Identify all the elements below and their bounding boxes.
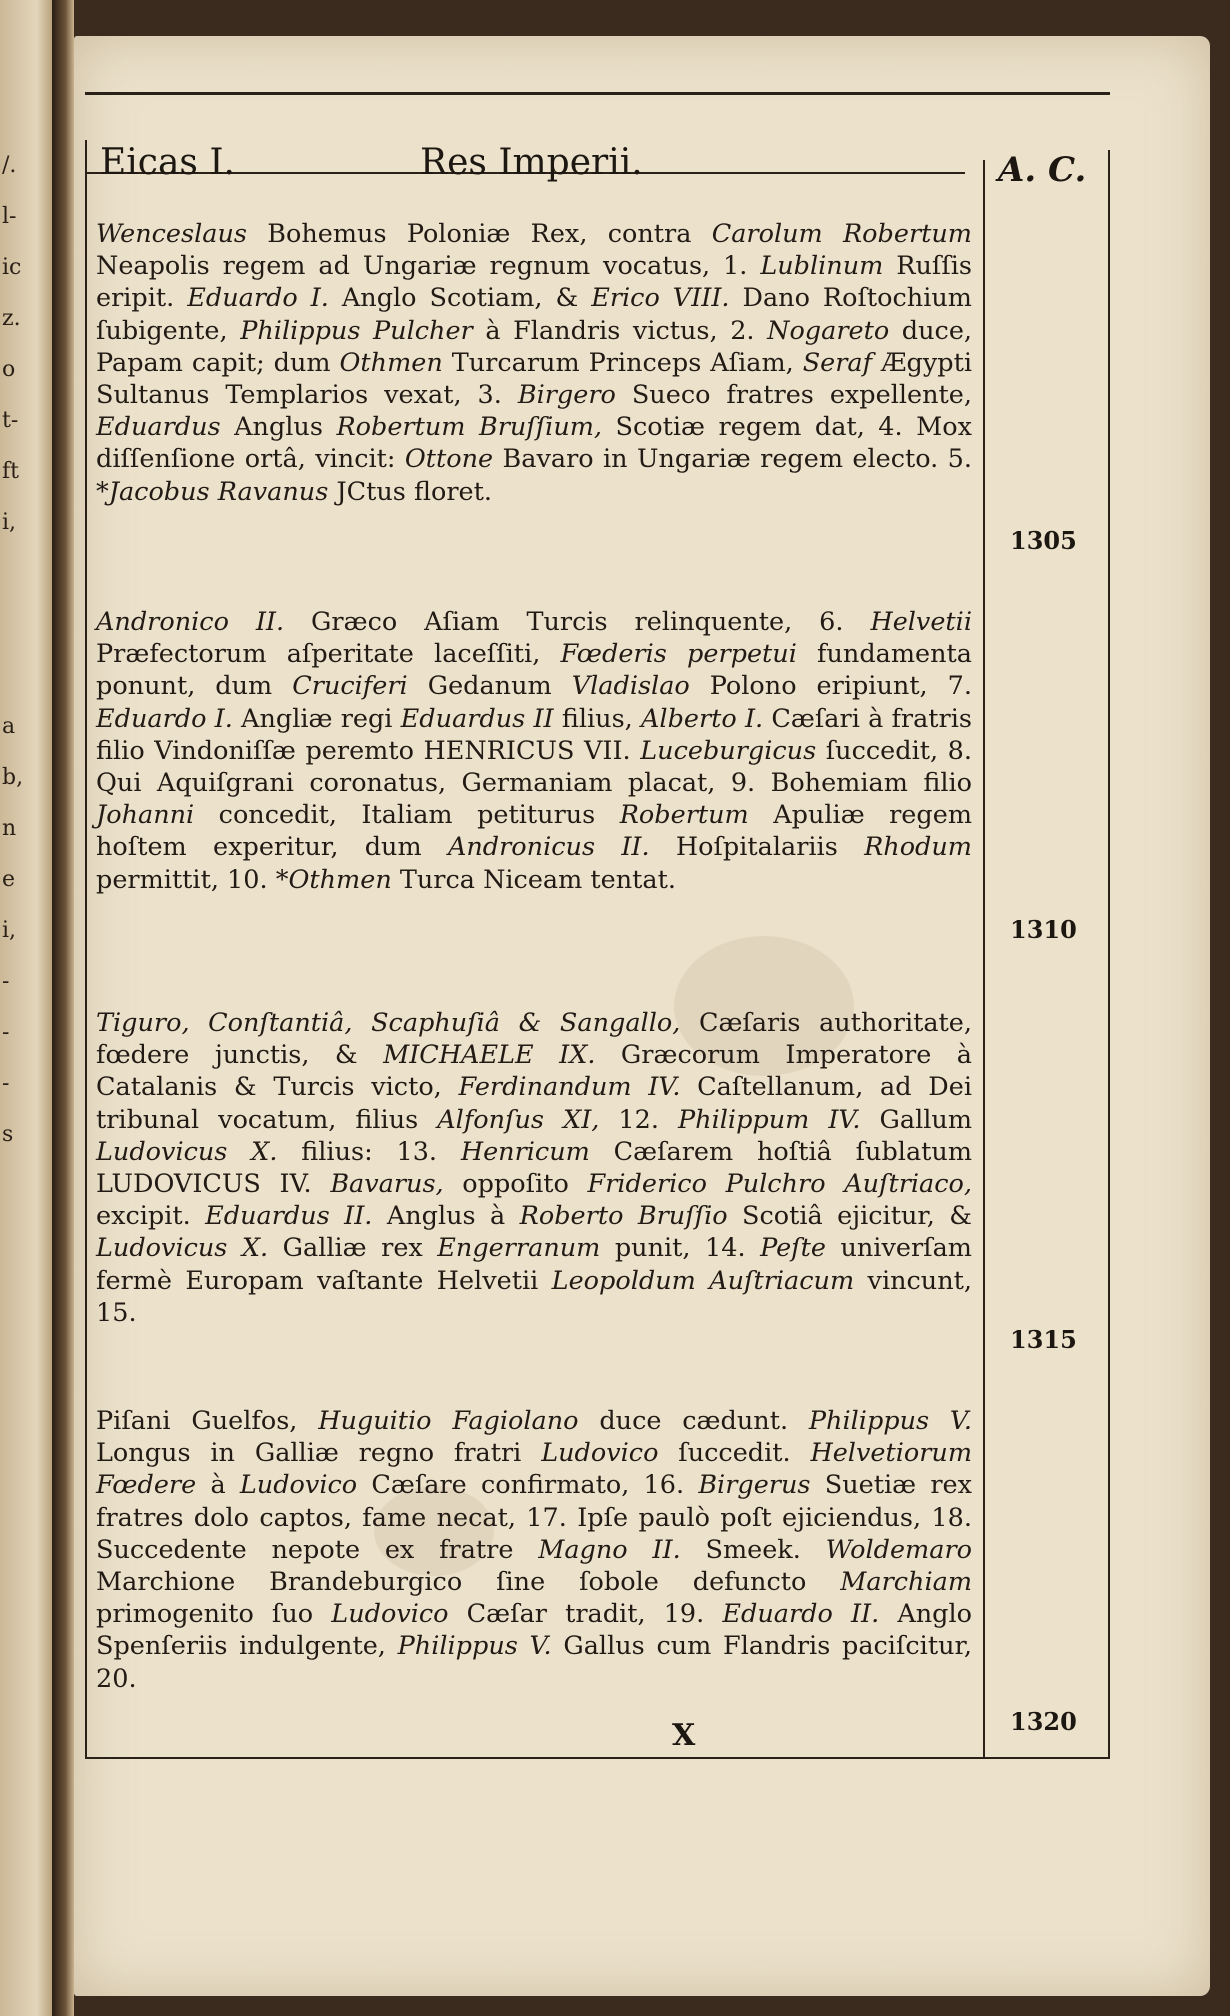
margin-fragment: /. bbox=[2, 153, 17, 178]
text-run: duce, Papam capit; dum bbox=[96, 315, 973, 378]
margin-fragment: n bbox=[2, 816, 17, 841]
text-run: Cæſaris authoritate, fœdere junctis, & bbox=[96, 1008, 972, 1071]
margin-fragment: s bbox=[2, 1122, 14, 1147]
italic-run: Magno II. bbox=[538, 1534, 681, 1565]
margin-fragment: - bbox=[2, 1071, 10, 1096]
text-run: Ægypti Sultanus Templarios vexat, 3. bbox=[96, 347, 973, 411]
italic-run: Andronico II. bbox=[96, 607, 285, 637]
italic-run: Ludovico bbox=[541, 1438, 659, 1469]
italic-run: Robertum bbox=[619, 800, 749, 831]
top-rule bbox=[85, 92, 1110, 95]
italic-run: Philippum IV. bbox=[678, 1104, 861, 1135]
text-run: Bavaro in Ungariæ regem electo. 5. bbox=[493, 444, 972, 475]
left-page-edge bbox=[0, 0, 52, 2016]
text-run: primogenito ſuo bbox=[96, 1599, 332, 1630]
italic-run: Ludovico bbox=[331, 1599, 449, 1630]
text-run: Scotiæ regem dat, 4. Mox diſſenſione ortâ, vincit: bbox=[96, 412, 972, 475]
italic-run: Helvetiorum Fœdere bbox=[96, 1438, 972, 1501]
italic-run: Fœderis perpetui bbox=[560, 639, 797, 670]
text-run: Anglus à bbox=[372, 1201, 520, 1232]
italic-run: Carolum Robertum bbox=[711, 219, 972, 249]
text-run: fundamenta ponunt, dum bbox=[96, 639, 973, 702]
margin-fragment: a bbox=[2, 714, 16, 739]
margin-fragment: b, bbox=[2, 765, 24, 790]
italic-run: *Jacobus Ravanus bbox=[96, 476, 329, 507]
italic-run: Birgerus bbox=[698, 1470, 811, 1501]
text-run: Scotiâ ejicitur, & bbox=[727, 1201, 972, 1232]
italic-run: Ludovicus X. bbox=[96, 1233, 269, 1264]
margin-fragment bbox=[2, 548, 36, 599]
italic-run: Eduardus II. bbox=[205, 1201, 373, 1232]
text-run: Anglus bbox=[220, 412, 337, 443]
italic-run: Vladislao bbox=[571, 671, 690, 702]
text-run: Græcorum Imperatore à Catalanis & Turcis victo, bbox=[96, 1040, 972, 1103]
year-column-head: A. C. bbox=[998, 150, 1087, 190]
paragraph-1320 bbox=[96, 1405, 972, 1695]
year-marker: 1310 bbox=[1010, 915, 1077, 944]
margin-fragment: t- bbox=[2, 408, 19, 433]
italic-run: Robertum Bruſſium, bbox=[336, 412, 603, 443]
text-run: Apuliæ regem hoſtem experitur, dum bbox=[96, 800, 972, 863]
italic-run: Eduardo II. bbox=[722, 1599, 880, 1630]
margin-fragment: z. bbox=[2, 306, 21, 331]
margin-fragment: e bbox=[2, 867, 16, 892]
running-head-section: Eicas I. bbox=[100, 142, 235, 183]
text-run: Polono eripiunt, 7. bbox=[689, 671, 973, 702]
text-run: filius, bbox=[553, 703, 641, 734]
text-run: ſuccedit. bbox=[658, 1438, 811, 1469]
margin-fragment: - bbox=[2, 1020, 10, 1045]
margin-fragment: i, bbox=[2, 510, 17, 535]
margin-fragment: l- bbox=[2, 204, 17, 229]
italic-run: Philippus V. bbox=[397, 1631, 552, 1662]
italic-run: Wenceslaus bbox=[96, 219, 247, 249]
italic-run: Helvetii bbox=[870, 607, 972, 637]
italic-run: Philippus Pulcher bbox=[240, 315, 473, 346]
paragraph-1315 bbox=[96, 1007, 972, 1329]
text-run: Angliæ regi bbox=[232, 703, 401, 734]
text-run: duce cædunt. bbox=[578, 1406, 809, 1436]
italic-run: Peſte bbox=[760, 1233, 826, 1264]
italic-run: MICHAELE IX. bbox=[383, 1040, 596, 1071]
italic-run: Lublinum bbox=[760, 251, 884, 282]
italic-run: Philippus V. bbox=[808, 1406, 972, 1436]
text-run: excipit. bbox=[96, 1201, 206, 1232]
text-run: Hoſpitalariis bbox=[649, 832, 865, 863]
text-run: Neapolis regem ad Ungariæ regnum vocatus, 1. bbox=[96, 251, 761, 282]
text-run: Suetiæ rex fratres dolo captos, fame necat, 17. Ipſe paulò poſt ejiciendus, 18. Succedente nepote ex fratre bbox=[96, 1470, 972, 1565]
year-marker: 1320 bbox=[1010, 1707, 1077, 1736]
text-run: Cæſar tradit, 19. bbox=[448, 1599, 723, 1630]
text-run: Piſani Guelfos, bbox=[96, 1406, 319, 1436]
margin-fragment bbox=[2, 650, 36, 701]
year-marker: 1305 bbox=[1010, 526, 1077, 555]
left-frame-line bbox=[85, 140, 87, 1757]
italic-run: *Othmen bbox=[275, 864, 392, 895]
text-run: à Flandris victus, 2. bbox=[472, 315, 768, 346]
margin-fragment: ft bbox=[2, 459, 19, 484]
text-run: Cæſarem hoſtiâ ſublatum LUDOVICUS IV. bbox=[96, 1136, 972, 1200]
italic-run: Henricum bbox=[460, 1136, 590, 1167]
text-run: concedit, Italiam petiturus bbox=[194, 800, 620, 831]
margin-fragment: ic bbox=[2, 255, 22, 280]
italic-run: Bavarus, bbox=[330, 1169, 444, 1200]
margin-fragment: o bbox=[2, 357, 16, 382]
text-run: Anglo Scotiam, & bbox=[328, 283, 592, 314]
text-run: univerſam fermè Europam vaſtante Helvetii bbox=[96, 1233, 972, 1296]
italic-run: Ludovico bbox=[239, 1470, 358, 1501]
book-gutter bbox=[52, 0, 74, 2016]
text-run: filius: 13. bbox=[277, 1136, 461, 1167]
italic-run: Nogareto bbox=[767, 315, 890, 346]
paragraph-1310 bbox=[96, 606, 972, 896]
text-run: à bbox=[196, 1470, 240, 1501]
italic-run: Birgero bbox=[517, 380, 616, 411]
italic-run: Woldemaro bbox=[825, 1534, 972, 1565]
italic-run: Huguitio Fagiolano bbox=[318, 1406, 579, 1436]
running-head-title: Res Imperii. bbox=[420, 142, 643, 183]
italic-run: Alfonſus XI, bbox=[437, 1104, 600, 1135]
text-run: Sueco fratres expellente, bbox=[615, 380, 972, 411]
italic-run: Othmen bbox=[339, 347, 443, 378]
italic-run: Johanni bbox=[96, 800, 195, 831]
text-run: Marchione Brandeburgico ſine ſobole defuncto bbox=[96, 1567, 841, 1598]
margin-fragment: i, bbox=[2, 918, 17, 943]
text-run: Gedanum bbox=[407, 671, 572, 702]
right-frame-line bbox=[1108, 150, 1110, 1757]
text-run: ſuccedit, 8. Qui Aquiſgrani coronatus, Germaniam placat, 9. Bohemiam filio bbox=[96, 735, 972, 799]
italic-run: Alberto I. bbox=[641, 703, 764, 734]
italic-run: Eduardo I. bbox=[96, 703, 233, 734]
text-run: Dano Roſtochium ſubigente, bbox=[96, 283, 972, 346]
italic-run: Ferdinandum IV. bbox=[458, 1072, 681, 1103]
text-run: Smeek. bbox=[680, 1534, 826, 1565]
italic-run: Cruciferi bbox=[292, 671, 408, 702]
signature-mark: X bbox=[672, 1718, 696, 1753]
italic-run: Leopoldum Auſtriacum bbox=[551, 1265, 855, 1296]
italic-run: Friderico Pulchro Auſtriaco, bbox=[587, 1169, 972, 1200]
year-marker: 1315 bbox=[1010, 1325, 1077, 1354]
paragraph-1305 bbox=[96, 218, 972, 508]
italic-run: Andronicus II. bbox=[447, 832, 650, 863]
italic-run: Ludovicus X. bbox=[96, 1136, 278, 1167]
text-run: Bohemus Poloniæ Rex, contra bbox=[246, 219, 712, 249]
text-run: Longus in Galliæ regno fratri bbox=[96, 1438, 542, 1469]
italic-run: Ottone bbox=[404, 444, 494, 475]
left-margin-fragments bbox=[2, 140, 36, 1160]
text-run: JCtus floret. bbox=[328, 476, 492, 507]
text-run: Caſtellanum, ad Dei tribunal vocatum, filius bbox=[96, 1072, 972, 1135]
text-run: Cæſare confirmato, 16. bbox=[357, 1470, 699, 1501]
column-divider bbox=[983, 160, 985, 1757]
italic-run: Marchiam bbox=[840, 1567, 972, 1598]
italic-run: Tiguro, Conſtantiâ, Scaphuſiâ & Sangallo, bbox=[96, 1008, 681, 1038]
text-run: Præfectorum aſperitate laceſſiti, bbox=[96, 639, 561, 670]
text-run: Galliæ rex bbox=[268, 1233, 438, 1264]
text-run: vincunt, 15. bbox=[96, 1265, 972, 1328]
italic-run: Eduardus bbox=[96, 412, 221, 443]
text-run: Turca Niceam tentat. bbox=[391, 864, 676, 895]
italic-run: Engerranum bbox=[437, 1233, 601, 1264]
italic-run: Eduardus II bbox=[400, 703, 554, 734]
text-run: oppoſito bbox=[443, 1169, 588, 1200]
text-run: Anglo Spenſeriis indulgente, bbox=[96, 1599, 973, 1662]
italic-run: Erico VIII. bbox=[591, 283, 730, 314]
text-run: Græco Aſiam Turcis relinquente, 6. bbox=[284, 607, 871, 637]
text-run: Cæſari à fratris filio Vindoniſſæ peremto HENRICUS VII. bbox=[96, 703, 972, 766]
text-run: permittit, 10. bbox=[96, 864, 276, 895]
italic-run: Luceburgicus bbox=[640, 735, 817, 766]
text-run: 12. bbox=[599, 1104, 679, 1135]
italic-run: Roberto Bruſſio bbox=[519, 1201, 728, 1232]
text-run: Turcarum Princeps Aſiam, bbox=[442, 347, 803, 378]
bottom-rule bbox=[85, 1757, 1110, 1759]
italic-run: Eduardo I. bbox=[187, 283, 329, 314]
text-run: Gallus cum Flandris paciſcitur, 20. bbox=[96, 1631, 973, 1694]
italic-run: Rhodum bbox=[864, 832, 972, 863]
text-run: Ruſſis eripit. bbox=[96, 251, 972, 314]
italic-run: Seraf bbox=[802, 347, 873, 378]
margin-fragment: - bbox=[2, 969, 10, 994]
margin-fragment bbox=[2, 599, 36, 650]
text-run: Gallum bbox=[860, 1104, 973, 1135]
text-run: punit, 14. bbox=[600, 1233, 761, 1264]
